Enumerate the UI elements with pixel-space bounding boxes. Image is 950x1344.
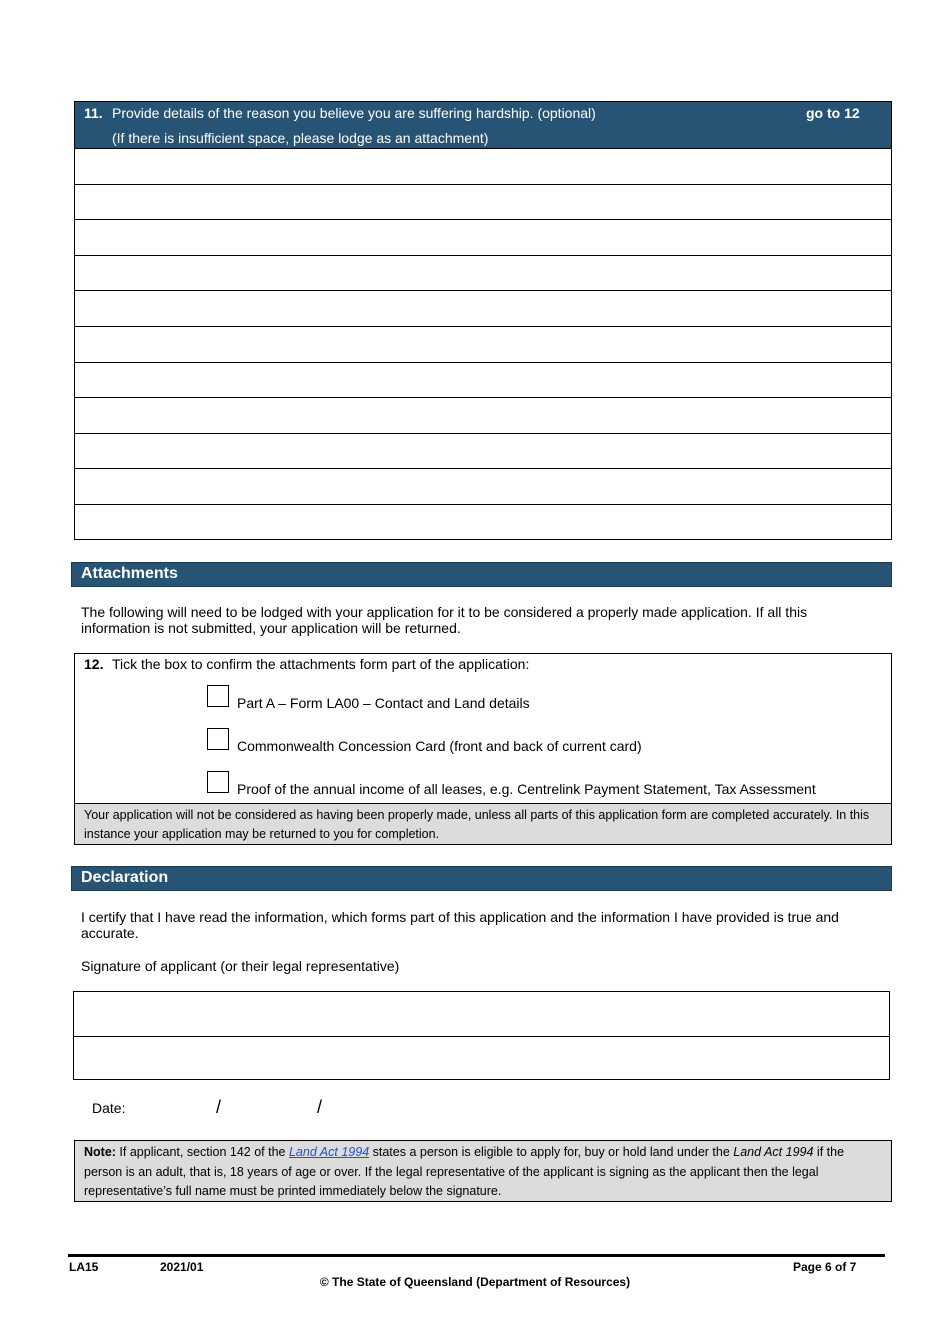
- declaration-statement: I certify that I have read the information, which forms part of this application and the information I have provided is true and accurate.: [81, 909, 839, 941]
- question-12-note: Your application will not be considered as having been properly made, unless all parts of this application form are completed accurately. In this instance your application may be returned to you for completion.: [75, 803, 891, 844]
- note-text-3: if the person is an adult, that is, 18 years of age or over. If the legal representative of the applicant is signing as the applicant then the legal representative’s full name must be printed immediately below the signature.: [84, 1145, 845, 1198]
- question-12-number: 12.: [84, 656, 104, 672]
- note-act-italic: Land Act 1994: [733, 1145, 814, 1159]
- date-label: Date:: [92, 1100, 126, 1116]
- declaration-heading: Declaration: [81, 869, 169, 886]
- attachments-heading-bar: [71, 562, 892, 587]
- hardship-line[interactable]: [75, 433, 891, 469]
- checkbox-part-a[interactable]: [207, 685, 229, 707]
- checkbox-concession-card[interactable]: [207, 728, 229, 750]
- date-separator-1: /: [216, 1097, 222, 1117]
- checkbox-part-a-label: Part A – Form LA00 – Contact and Land details: [237, 695, 530, 711]
- hardship-line[interactable]: [75, 504, 891, 540]
- date-year-field[interactable]: [332, 1094, 432, 1116]
- question-11-box: [74, 101, 892, 540]
- question-11-header: [75, 102, 891, 148]
- signature-divider: [74, 1036, 889, 1037]
- question-11-text: Provide details of the reason you believe you are suffering hardship. (optional): [112, 105, 596, 121]
- hardship-line[interactable]: [75, 184, 891, 220]
- note-text-1: If applicant, section 142 of the: [115, 1145, 289, 1159]
- signature-field[interactable]: [73, 991, 890, 1080]
- signature-label: Signature of applicant (or their legal representative): [81, 958, 400, 974]
- question-12-box: [74, 653, 892, 845]
- question-11-subtext: (If there is insufficient space, please lodge as an attachment): [112, 130, 489, 146]
- footer-version: 2021/01: [160, 1260, 204, 1274]
- land-act-link[interactable]: Land Act 1994: [288, 1145, 370, 1159]
- hardship-line[interactable]: [75, 290, 891, 326]
- question-11-number: 11.: [84, 105, 103, 121]
- note-text-2: states a person is eligible to apply for, buy or hold land under the: [369, 1145, 734, 1159]
- footer-copyright: © The State of Queensland (Department of Resources): [319, 1275, 631, 1289]
- footer-form-code: LA15: [69, 1260, 99, 1274]
- hardship-line[interactable]: [75, 219, 891, 255]
- checkbox-income-proof[interactable]: [207, 771, 229, 793]
- hardship-line[interactable]: [75, 397, 891, 433]
- checkbox-concession-card-label: Commonwealth Concession Card (front and back of current card): [237, 738, 642, 754]
- attachments-intro: The following will need to be lodged with your application for it to be considered a properly made application. If all this information is not submitted, your application will be returned.: [81, 604, 808, 636]
- hardship-line[interactable]: [75, 362, 891, 398]
- note-label: Note:: [84, 1145, 116, 1159]
- hardship-line[interactable]: [75, 255, 891, 291]
- hardship-line[interactable]: [75, 148, 891, 184]
- date-day-field[interactable]: [150, 1094, 210, 1116]
- note-box: [74, 1140, 892, 1202]
- hardship-details-field[interactable]: [75, 148, 891, 539]
- date-separator-2: /: [317, 1097, 323, 1117]
- date-month-field[interactable]: [230, 1094, 310, 1116]
- hardship-line[interactable]: [75, 326, 891, 362]
- question-12-text: Tick the box to confirm the attachments form part of the application:: [112, 656, 530, 672]
- footer-page-number: Page 6 of 7: [793, 1260, 857, 1274]
- checkbox-income-proof-label: Proof of the annual income of all leases, e.g. Centrelink Payment Statement, Tax Assessment: [237, 781, 816, 797]
- attachments-heading: Attachments: [81, 565, 178, 582]
- question-11-goto: go to 12: [806, 105, 860, 121]
- hardship-line[interactable]: [75, 468, 891, 504]
- declaration-heading-bar: [71, 866, 892, 891]
- footer-rule: [68, 1254, 885, 1257]
